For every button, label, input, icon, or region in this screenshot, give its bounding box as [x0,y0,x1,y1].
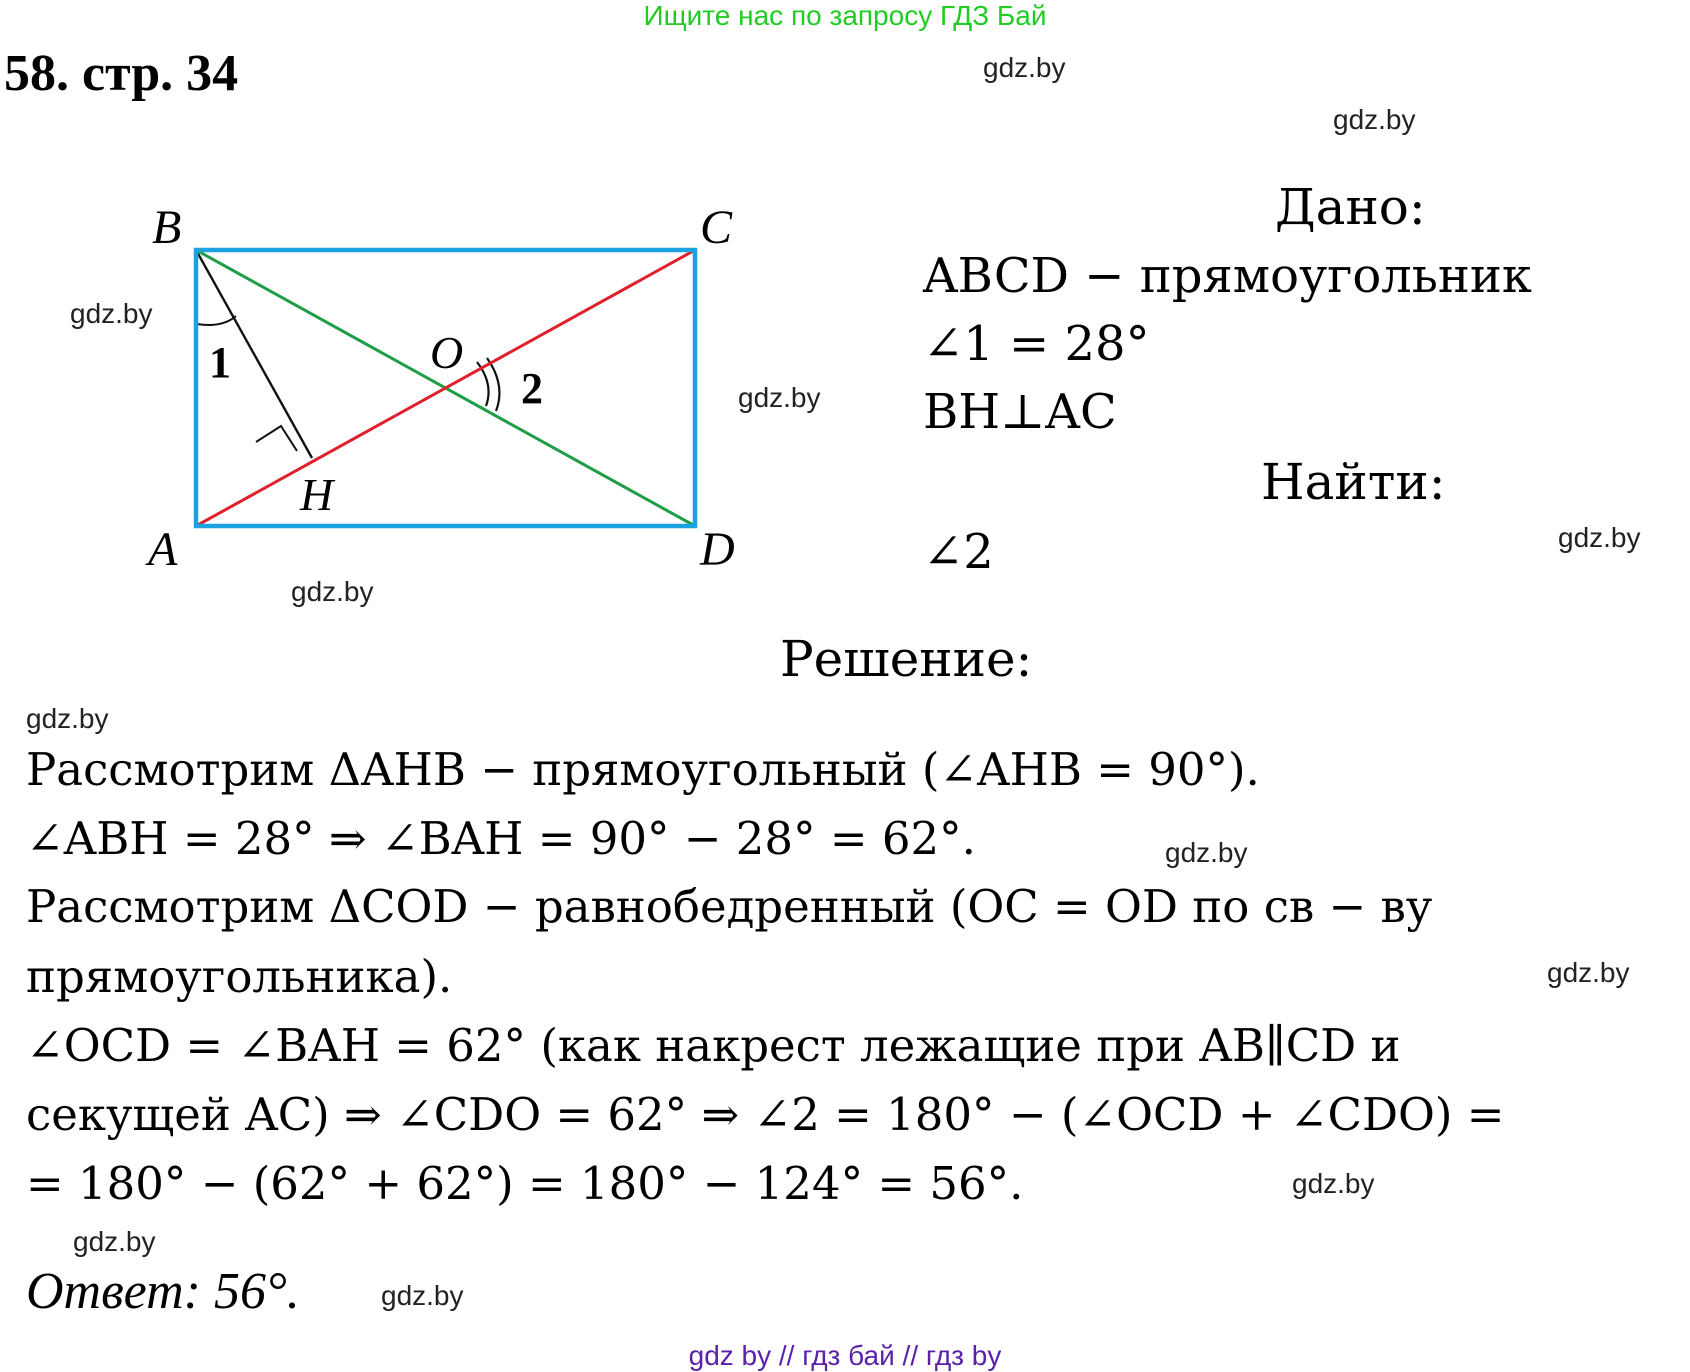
solution-line: секущей AC) ⇒ ∠CDO = 62° ⇒ ∠2 = 180° − (∠OCD + ∠CDO) = [26,1088,1505,1141]
solution-line: Рассмотрим ΔCOD − равнобедренный (OC = OD по св − ву [26,880,1433,933]
watermark: gdz.by [73,1226,156,1257]
rectangle-diagram [130,195,770,585]
watermark: gdz.by [1165,837,1248,868]
angle-1-arc [197,316,236,325]
given-line: BH⊥AC [923,384,1117,440]
solution-heading: Решение: [780,630,1033,688]
vertex-label-A: A [148,523,178,576]
vertex-label-B: B [152,201,182,254]
problem-title: 58. стр. 34 [4,45,239,102]
solution-line: прямоугольника). [26,950,453,1003]
point-label-O: O [430,327,464,378]
vertex-label-C: C [700,201,733,254]
answer: Ответ: 56°. [26,1263,300,1320]
solution-line: ∠OCD = ∠BAH = 62° (как накрест лежащие при AB∥CD и [26,1019,1401,1072]
angle-label-1: 1 [209,338,231,387]
find-heading: Найти: [1261,453,1446,511]
watermark: gdz.by [1333,104,1416,135]
solution-line: Рассмотрим ΔAHB − прямоугольный (∠AHB = 90°). [26,743,1260,796]
watermark: gdz.by [983,52,1066,83]
watermark: gdz.by [1292,1168,1375,1199]
figure-geometry [196,250,695,526]
watermark: gdz.by [381,1280,464,1311]
watermark: gdz.by [70,298,153,329]
footer-links: gdz by // гдз бай // гдз by [688,1340,1002,1371]
search-banner: Ищите нас по запросу ГДЗ Бай [643,0,1047,31]
watermark: gdz.by [291,576,374,607]
solution-line: = 180° − (62° + 62°) = 180° − 124° = 56°. [26,1157,1024,1210]
given-line: ∠1 = 28° [923,316,1150,372]
watermark: gdz.by [1558,522,1641,553]
right-angle-marker [256,426,297,451]
given-heading: Дано: [1275,178,1426,236]
angle-label-2: 2 [521,364,543,413]
watermark: gdz.by [26,703,109,734]
vertex-label-D: D [700,523,735,576]
find-line: ∠2 [923,524,994,580]
watermark: gdz.by [738,382,821,413]
solution-line: ∠ABH = 28° ⇒ ∠BAH = 90° − 28° = 62°. [26,812,976,865]
watermark: gdz.by [1547,957,1630,988]
given-line: ABCD − прямоугольник [923,248,1532,304]
point-label-H: H [300,469,334,520]
